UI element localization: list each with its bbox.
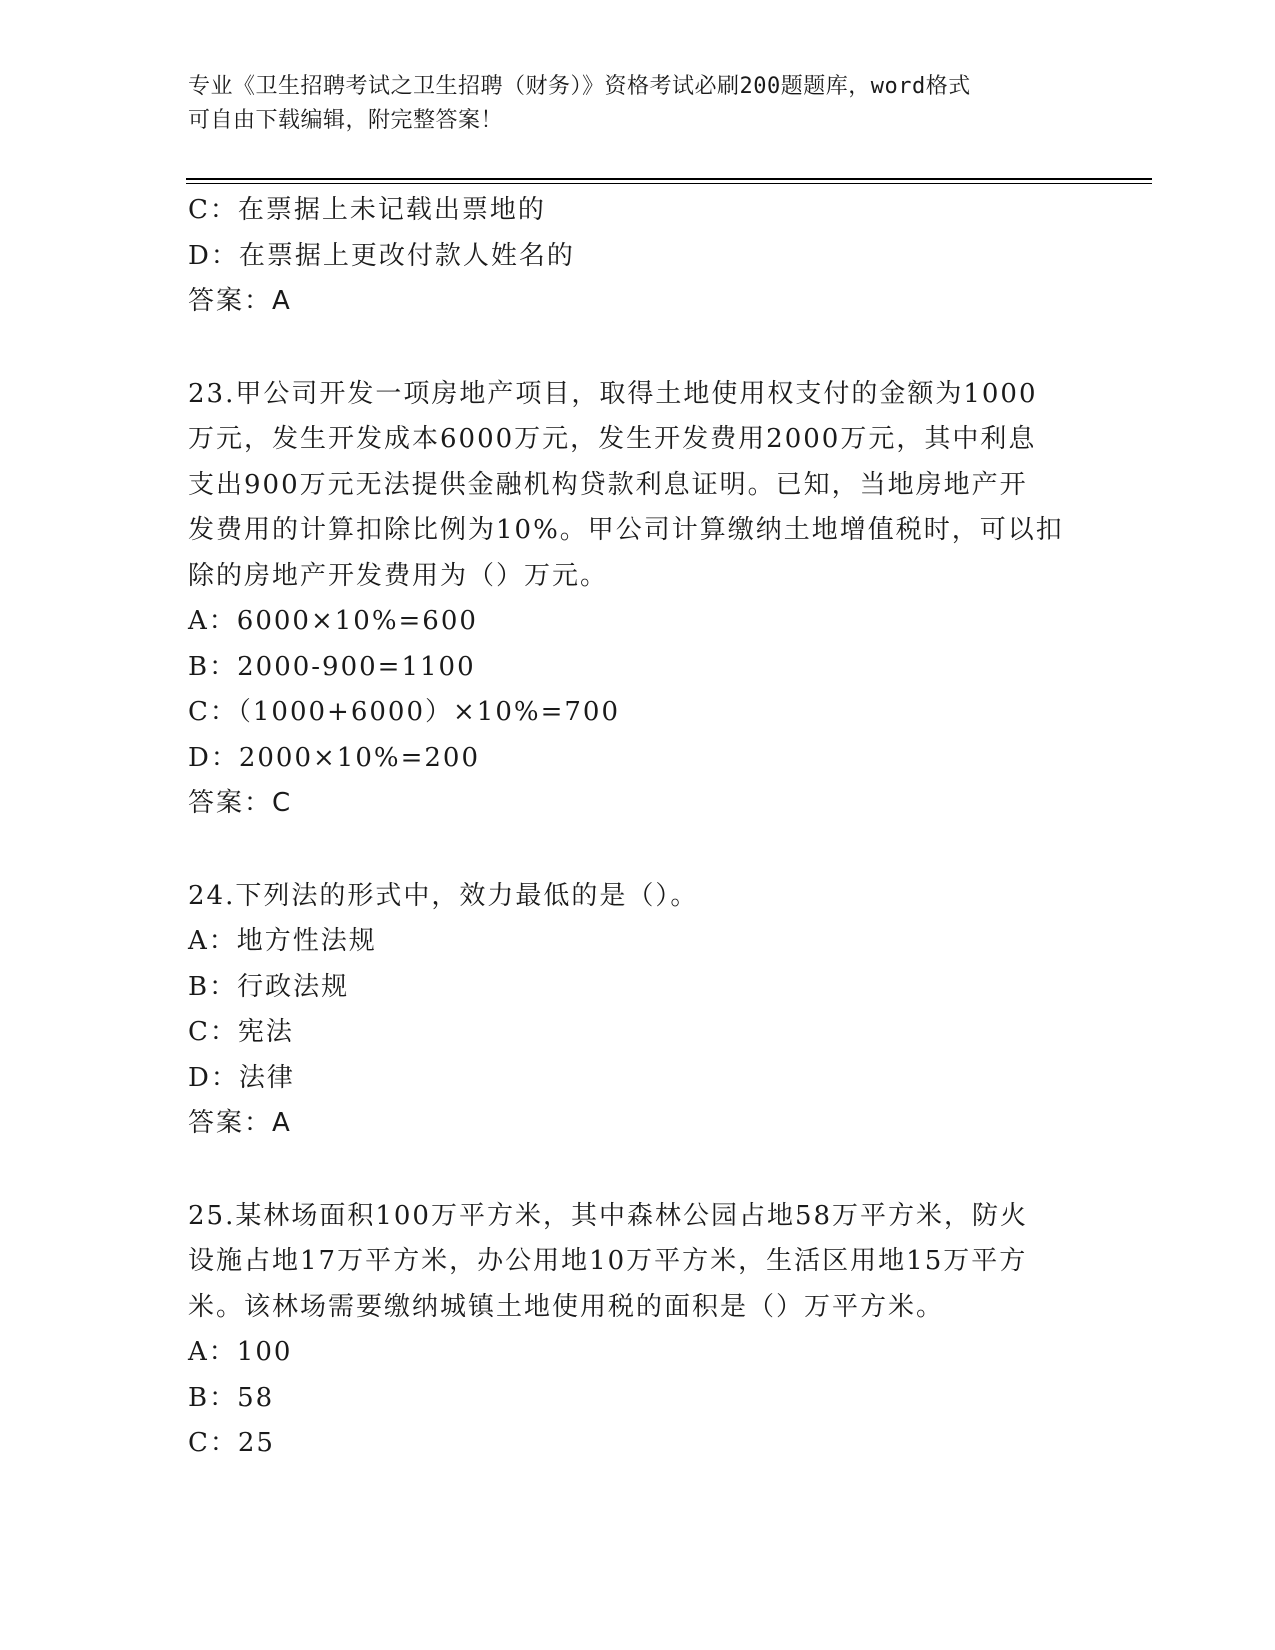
option-c: C：在票据上未记载出票地的 bbox=[188, 195, 546, 225]
option-d: D：2000×10%=200 bbox=[188, 742, 480, 773]
header-divider-thick bbox=[186, 178, 1152, 180]
header-divider-thin bbox=[186, 183, 1152, 184]
question-text-line: 米。该林场需要缴纳城镇土地使用税的面积是（）万平方米。 bbox=[188, 1291, 945, 1322]
question-text-line: 23.甲公司开发一项房地产项目，取得土地使用权支付的金额为1000 bbox=[188, 378, 1038, 409]
question-25 bbox=[188, 1194, 1088, 1467]
question-text-line: 万元，发生开发成本6000万元，发生开发费用2000万元，其中利息 bbox=[188, 424, 1037, 454]
question-text-line: 24.下列法的形式中，效力最低的是（）。 bbox=[188, 880, 699, 911]
answer-line: 答案：A bbox=[188, 286, 292, 316]
option-b: B：58 bbox=[188, 1382, 275, 1413]
option-a: A：100 bbox=[188, 1337, 293, 1367]
header-title-line-2: 可自由下载编辑，附完整答案！ bbox=[188, 108, 504, 133]
question-23 bbox=[188, 372, 1088, 827]
question-24 bbox=[188, 874, 1088, 1147]
option-a: A：6000×10%=600 bbox=[188, 606, 478, 636]
answer-line: 答案：A bbox=[188, 1108, 292, 1138]
option-a: A：地方性法规 bbox=[188, 926, 377, 956]
spacer bbox=[188, 827, 1088, 874]
option-d: D：在票据上更改付款人姓名的 bbox=[188, 240, 575, 271]
question-text-line: 除的房地产开发费用为（）万元。 bbox=[188, 560, 609, 591]
answer-line: 答案：C bbox=[188, 788, 293, 818]
question-content bbox=[188, 188, 1088, 1467]
prev-question-block bbox=[188, 188, 1088, 325]
question-text-line: 设施占地17万平方米，办公用地10万平方米，生活区用地15万平方 bbox=[188, 1246, 1028, 1276]
question-text-line: 发费用的计算扣除比例为10%。甲公司计算缴纳土地增值税时，可以扣 bbox=[188, 515, 1064, 545]
option-b: B：2000-900=1100 bbox=[188, 651, 476, 682]
page-header bbox=[188, 70, 1088, 138]
spacer bbox=[188, 1147, 1088, 1194]
question-text-line: 支出900万元无法提供金融机构贷款利息证明。已知，当地房地产开 bbox=[188, 469, 1028, 500]
option-c: C：（1000+6000）×10%=700 bbox=[188, 697, 621, 727]
option-c: C：宪法 bbox=[188, 1017, 294, 1047]
option-b: B：行政法规 bbox=[188, 971, 350, 1002]
option-d: D：法律 bbox=[188, 1062, 295, 1093]
question-text-line: 25.某林场面积100万平方米，其中森林公园占地58万平方米，防火 bbox=[188, 1200, 1029, 1231]
option-c: C：25 bbox=[188, 1428, 275, 1458]
spacer bbox=[188, 325, 1088, 372]
header-title-line-1: 专业《卫生招聘考试之卫生招聘（财务）》资格考试必刷200题题库，word格式 bbox=[188, 74, 971, 99]
